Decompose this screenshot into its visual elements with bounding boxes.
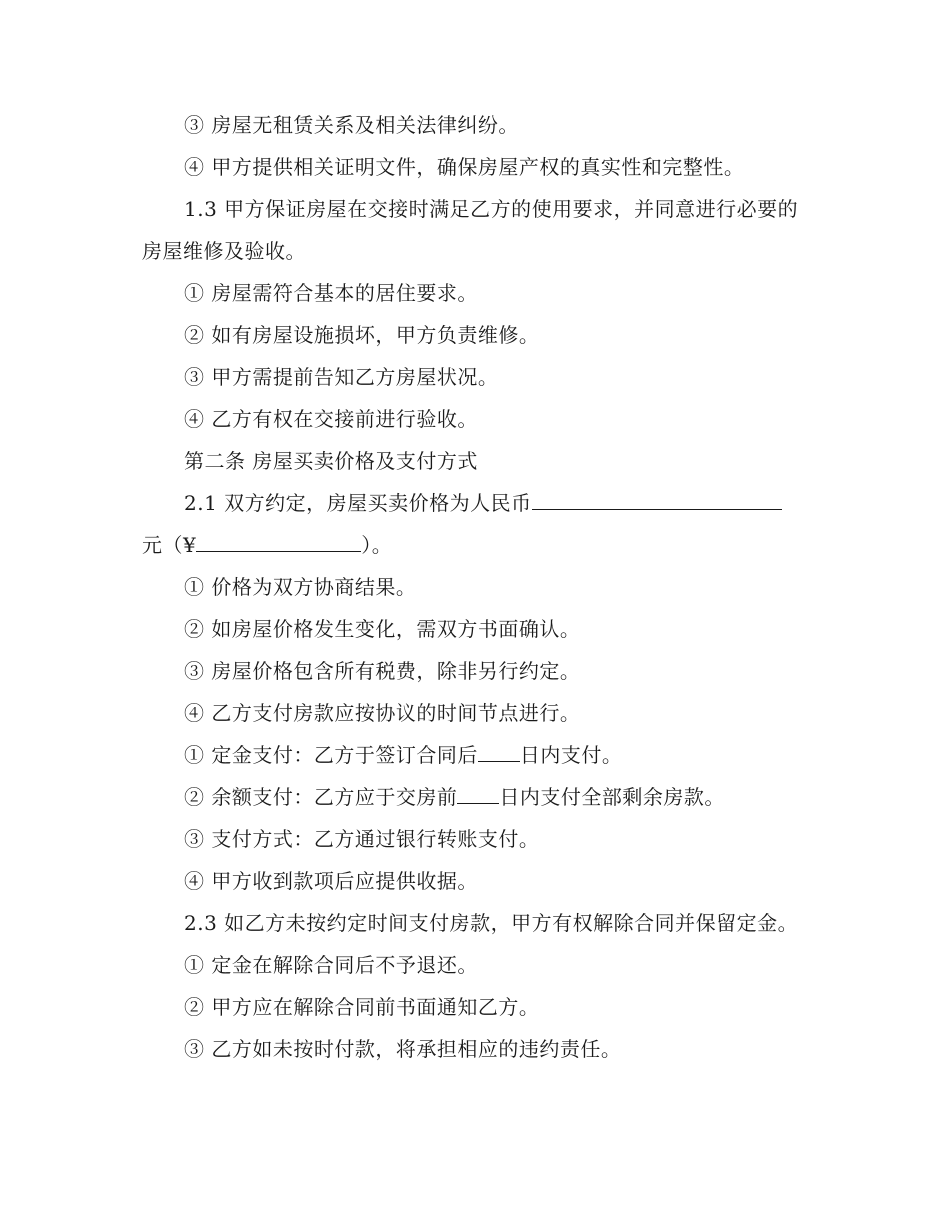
price-blank-field[interactable]: [532, 491, 782, 510]
paragraph: ③ 支付方式：乙方通过银行转账支付。: [184, 827, 540, 851]
paragraph: ④ 甲方提供相关证明文件，确保房屋产权的真实性和完整性。: [184, 155, 745, 179]
paragraph: ① 价格为双方协商结果。: [184, 575, 417, 599]
paragraph: ③ 房屋无租赁关系及相关法律纠纷。: [184, 113, 519, 137]
clause-1-3: 1.3 甲方保证房屋在交接时满足乙方的使用要求，并同意进行必要的房屋维修及验收。: [142, 197, 799, 263]
paragraph: ③ 乙方如未按时付款，将承担相应的违约责任。: [184, 1037, 622, 1061]
paragraph: ② 甲方应在解除合同前书面通知乙方。: [184, 995, 540, 1019]
paragraph: ① 定金在解除合同后不予退还。: [184, 953, 478, 977]
paragraph: ③ 房屋价格包含所有税费，除非另行约定。: [184, 659, 581, 683]
paragraph: ① 房屋需符合基本的居住要求。: [184, 281, 478, 305]
balance-text-end: 日内支付全部剩余房款。: [499, 785, 725, 809]
balance-text: ② 余额支付：乙方应于交房前: [184, 785, 458, 809]
deposit-text: ① 定金支付：乙方于签订合同后: [184, 743, 478, 767]
contract-body: [142, 104, 812, 1070]
deposit-payment-line: [142, 734, 812, 776]
deposit-days-blank[interactable]: [478, 743, 520, 762]
balance-payment-line: [142, 776, 812, 818]
clause-2-1: [142, 482, 812, 524]
deposit-text-end: 日内支付。: [519, 743, 623, 767]
paragraph: ④ 乙方支付房款应按协议的时间节点进行。: [184, 701, 581, 725]
amount-blank-field[interactable]: [196, 533, 361, 552]
paragraph: ② 如房屋价格发生变化，需双方书面确认。: [184, 617, 581, 641]
closing-paren: ）。: [361, 533, 393, 557]
paragraph: ④ 乙方有权在交接前进行验收。: [184, 407, 478, 431]
clause-2-1-continued: [142, 524, 812, 566]
currency-label: 元（¥: [142, 533, 197, 557]
paragraph: ③ 甲方需提前告知乙方房屋状况。: [184, 365, 499, 389]
balance-days-blank[interactable]: [457, 785, 499, 804]
clause-2-1-text: 2.1 双方约定，房屋买卖价格为人民币: [184, 491, 532, 515]
paragraph: ④ 甲方收到款项后应提供收据。: [184, 869, 478, 893]
clause-2-3: 2.3 如乙方未按约定时间支付房款，甲方有权解除合同并保留定金。: [184, 911, 799, 935]
paragraph: ② 如有房屋设施损坏，甲方负责维修。: [184, 323, 540, 347]
section-heading: 第二条 房屋买卖价格及支付方式: [184, 449, 478, 473]
